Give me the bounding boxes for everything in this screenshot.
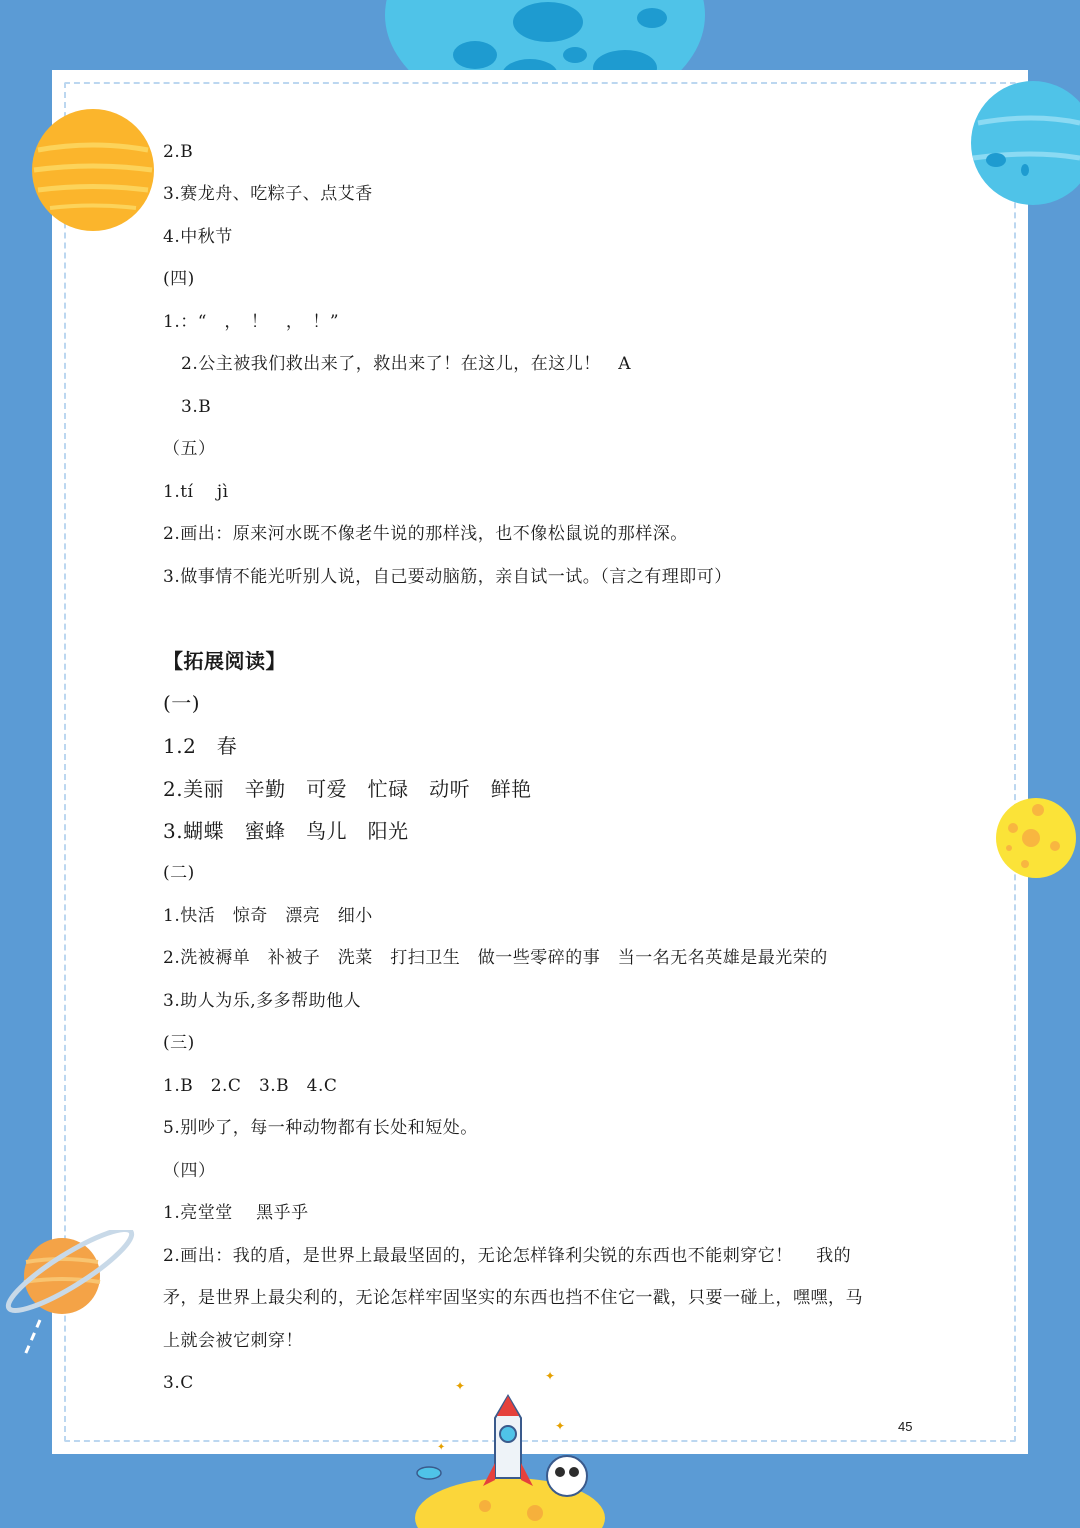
answer-line: 2.公主被我们救出来了，救出来了！在这儿，在这儿！ A (181, 354, 631, 374)
rocket-and-astronaut-decoration (405, 1368, 615, 1528)
answer-line: 5.别吵了，每一种动物都有长处和短处。 (163, 1118, 478, 1138)
answer-line: 2.洗被褥单 补被子 洗菜 打扫卫生 做一些零碎的事 当一名无名英雄是最光荣的 (163, 948, 828, 968)
section-label: （五） (163, 439, 216, 459)
answer-line: 上就会被它刺穿！ (163, 1331, 303, 1351)
answer-line: 3.赛龙舟、吃粽子、点艾香 (163, 184, 373, 204)
svg-text:✦: ✦ (555, 1419, 566, 1433)
answer-line: 1.2 春 (163, 734, 238, 758)
svg-text:✦: ✦ (437, 1442, 446, 1453)
answer-line: 1.tí jì (163, 482, 229, 502)
answer-line: 3.C (163, 1373, 194, 1393)
page-number: 45 (898, 1419, 913, 1434)
ringed-planet-decoration (0, 1230, 145, 1360)
section-label: (三) (163, 1033, 195, 1053)
answer-line: 2.画出：原来河水既不像老牛说的那样浅，也不像松鼠说的那样深。 (163, 524, 688, 544)
section-label: (四) (163, 269, 195, 289)
answer-line: 2.B (163, 142, 194, 162)
section-label: (一) (163, 691, 201, 715)
answer-line: 3.蝴蝶 蜜蜂 鸟儿 阳光 (163, 819, 409, 843)
answer-line: 3.做事情不能光听别人说，自己要动脑筋，亲自试一试。（言之有理即可） (163, 567, 732, 587)
answer-line: 3.B (181, 397, 212, 417)
answer-line: 2.美丽 辛勤 可爱 忙碌 动听 鲜艳 (163, 777, 532, 801)
answer-line: 1.亮堂堂 黑乎乎 (163, 1203, 309, 1223)
answer-line: 矛，是世界上最尖利的，无论怎样牢固坚实的东西也挡不住它一戳，只要一碰上，嘿嘿，马 (163, 1288, 863, 1308)
answer-line: 4.中秋节 (163, 227, 233, 247)
yellow-moon-decoration (993, 796, 1080, 881)
blue-planet-right-decoration (968, 78, 1080, 208)
svg-text:✦: ✦ (545, 1369, 556, 1383)
section-label: （四） (163, 1161, 216, 1181)
section-label: (二) (163, 863, 195, 883)
svg-text:✦: ✦ (455, 1379, 466, 1393)
answer-line: 3.助人为乐,多多帮助他人 (163, 991, 362, 1011)
orange-planet-decoration (28, 105, 158, 235)
dashed-border (64, 82, 1016, 1442)
answer-line: 1.快活 惊奇 漂亮 细小 (163, 906, 373, 926)
answer-line: 1.B 2.C 3.B 4.C (163, 1076, 338, 1096)
answer-line: 1.：“ ， ！ ， ！” (163, 312, 340, 332)
section-heading: 【拓展阅读】 (163, 649, 286, 673)
answer-line: 2.画出：我的盾，是世界上最最坚固的，无论怎样锋利尖锐的东西也不能刺穿它！ 我的 (163, 1246, 852, 1266)
